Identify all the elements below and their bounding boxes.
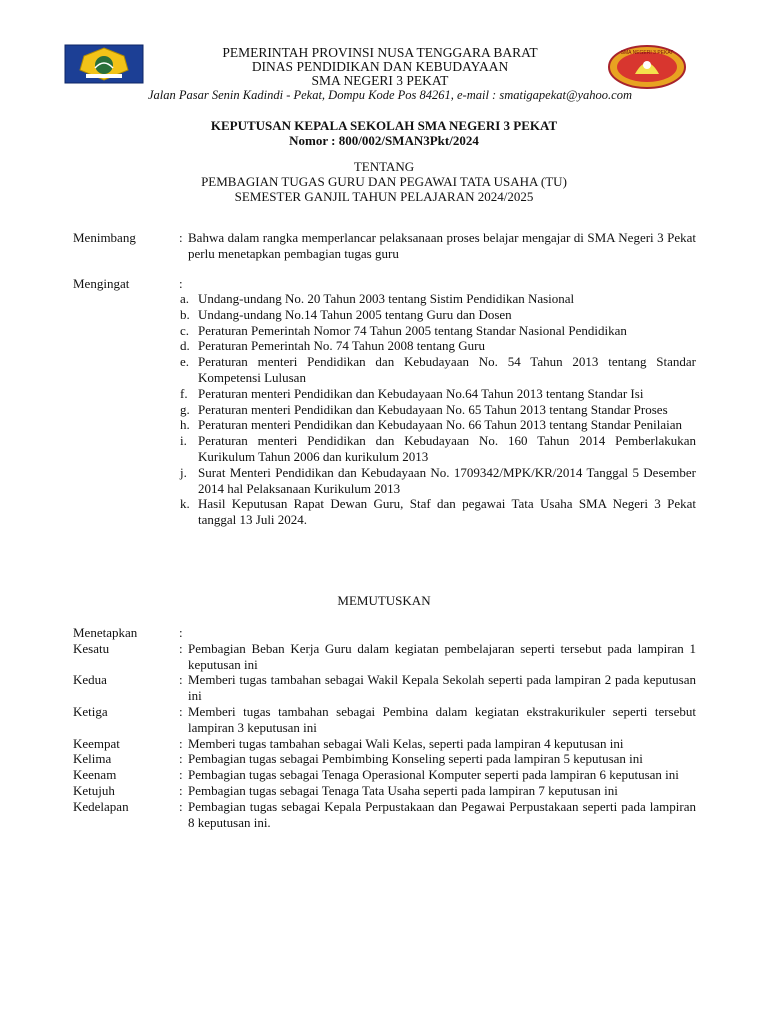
decision-colon: : bbox=[179, 640, 183, 656]
letterhead-line-3: SMA NEGERI 3 PEKAT bbox=[311, 73, 449, 88]
list-item bbox=[180, 386, 696, 402]
list-item-text: Peraturan menteri Pendidikan dan Kebudayaan No. 54 Tahun 2013 tentang Standar Kompetensi Lulusan bbox=[198, 354, 696, 385]
decision-row bbox=[73, 736, 696, 752]
decision-row bbox=[73, 625, 696, 641]
list-item-text: Hasil Keputusan Rapat Dewan Guru, Staf dan pegawai Tata Usaha SMA Negeri 3 Pekat tanggal 13 Juli 2024. bbox=[198, 496, 696, 528]
decision-text: Memberi tugas tambahan sebagai Pembina dalam kegiatan ekstrakurikuler seperti tersebut lampiran 3 keputusan ini bbox=[188, 703, 696, 735]
list-item bbox=[180, 338, 696, 354]
decision-row bbox=[73, 672, 696, 704]
list-item bbox=[180, 417, 696, 433]
letterhead-line-1: PEMERINTAH PROVINSI NUSA TENGGARA BARAT bbox=[222, 45, 538, 60]
list-item-text: Peraturan Pemerintah No. 74 Tahun 2008 tentang Guru bbox=[198, 338, 485, 354]
decision-colon: : bbox=[179, 672, 183, 688]
decree-number: Nomor : 800/002/SMAN3Pkt/2024 bbox=[289, 133, 479, 148]
decision-row bbox=[73, 783, 696, 799]
decision-text: Pembagian tugas sebagai Pembimbing Konseling seperti pada lampiran 5 keputusan ini bbox=[188, 751, 643, 767]
decision-colon: : bbox=[179, 798, 183, 814]
decision-label: Keenam bbox=[73, 767, 117, 783]
decision-label: Ketujuh bbox=[73, 782, 115, 798]
school-emblem-text: SMA NEGERI 3 PEKAT bbox=[620, 50, 674, 56]
decision-row bbox=[73, 704, 696, 736]
decision-text: Pembagian Beban Kerja Guru dalam kegiatan pembelajaran seperti tersebut pada lampiran 1 keputusan ini bbox=[188, 640, 696, 672]
decision-colon: : bbox=[179, 703, 183, 719]
decision-label: Menetapkan bbox=[73, 625, 138, 640]
list-item bbox=[180, 291, 696, 307]
decision-list bbox=[73, 625, 696, 830]
menimbang-colon: : bbox=[179, 230, 183, 245]
list-item-text: Peraturan menteri Pendidikan dan Kebudayaan No. 65 Tahun 2013 tentang Standar Proses bbox=[198, 401, 668, 417]
list-item-letter: b. bbox=[180, 306, 190, 322]
menimbang-text: Bahwa dalam rangka memperlancar pelaksanaan proses belajar mengajar di SMA Negeri 3 Pekat perlu menetapkan pembagian tugas guru bbox=[188, 230, 696, 261]
list-item-letter: e. bbox=[180, 354, 190, 370]
decision-label: Keempat bbox=[73, 735, 120, 751]
list-item-letter: i. bbox=[180, 433, 187, 449]
decree-title: KEPUTUSAN KEPALA SEKOLAH SMA NEGERI 3 PEKAT bbox=[210, 118, 558, 133]
decision-colon: : bbox=[179, 751, 183, 767]
list-item-letter: k. bbox=[180, 496, 190, 512]
list-item-text: Undang-undang No. 20 Tahun 2003 tentang Sistim Pendidikan Nasional bbox=[198, 291, 575, 306]
list-item-letter: a. bbox=[180, 291, 190, 306]
list-item-text: Surat Menteri Pendidikan dan Kebudayaan No. 1709342/MPK/KR/2014 Tanggal 5 Desember 2014 hal Pelaksanaan Kurikulum 2013 bbox=[198, 464, 696, 496]
list-item-letter: f. bbox=[180, 385, 188, 401]
decision-colon: : bbox=[179, 782, 183, 798]
list-item bbox=[180, 402, 696, 418]
subject-line-2: SEMESTER GANJIL TAHUN PELAJARAN 2024/2025 bbox=[234, 189, 534, 204]
mengingat-list bbox=[180, 291, 696, 528]
provincial-emblem-icon bbox=[64, 44, 144, 84]
decision-row bbox=[73, 641, 696, 673]
list-item-letter: d. bbox=[180, 338, 190, 354]
decision-label: Kelima bbox=[73, 751, 112, 767]
list-item bbox=[180, 307, 696, 323]
decision-row bbox=[73, 751, 696, 767]
decision-text: Memberi tugas tambahan sebagai Wali Kelas, seperti pada lampiran 4 keputusan ini bbox=[188, 735, 624, 751]
decision-colon: : bbox=[179, 625, 183, 640]
decision-colon: : bbox=[179, 735, 183, 751]
list-item bbox=[180, 465, 696, 497]
decision-label: Kedelapan bbox=[73, 798, 129, 814]
list-item-text: Peraturan menteri Pendidikan dan Kebudayaan No. 66 Tahun 2013 tentang Standar Penilaian bbox=[198, 417, 683, 433]
list-item bbox=[180, 354, 696, 386]
decision-row bbox=[73, 799, 696, 831]
decision-label: Kesatu bbox=[73, 640, 110, 656]
list-item bbox=[180, 323, 696, 339]
list-item-letter: j. bbox=[180, 464, 187, 480]
list-item-letter: h. bbox=[180, 417, 190, 433]
menimbang-label: Menimbang bbox=[73, 230, 136, 245]
list-item-text: Peraturan Pemerintah Nomor 74 Tahun 2005 tentang Standar Nasional Pendidikan bbox=[198, 322, 627, 338]
decision-row bbox=[73, 767, 696, 783]
list-item-text: Peraturan menteri Pendidikan dan Kebudayaan No. 160 Tahun 2014 Pemberlakukan Kurikulum Tahun 2006 dan kurikulum 2013 bbox=[198, 433, 696, 464]
list-item-text: Undang-undang No.14 Tahun 2005 tentang Guru dan Dosen bbox=[198, 306, 512, 322]
decision-colon: : bbox=[179, 767, 183, 783]
letterhead-line-2: DINAS PENDIDIKAN DAN KEBUDAYAAN bbox=[251, 59, 509, 74]
memutuskan-heading: MEMUTUSKAN bbox=[337, 593, 431, 608]
decision-label: Ketiga bbox=[73, 703, 108, 719]
list-item bbox=[180, 496, 696, 528]
school-emblem-icon bbox=[607, 44, 687, 90]
list-item-letter: c. bbox=[180, 322, 190, 338]
mengingat-colon: : bbox=[179, 276, 183, 291]
subject-heading: TENTANG bbox=[353, 159, 415, 174]
decision-text: Pembagian tugas sebagai Kepala Perpustakaan dan Pegawai Perpustakaan seperti pada lampiran 8 keputusan ini. bbox=[188, 798, 696, 830]
mengingat-label: Mengingat bbox=[73, 276, 130, 291]
list-item-letter: g. bbox=[180, 401, 190, 417]
decision-text: Memberi tugas tambahan sebagai Wakil Kepala Sekolah seperti pada lampiran 2 pada keputusan ini bbox=[188, 672, 696, 704]
decision-label: Kedua bbox=[73, 672, 107, 688]
letterhead-address: Jalan Pasar Senin Kadindi - Pekat, Dompu Kode Pos 84261, e-mail : smatigapekat@yahoo.com bbox=[148, 88, 632, 102]
list-item-text: Peraturan menteri Pendidikan dan Kebudayaan No.64 Tahun 2013 tentang Standar Isi bbox=[198, 385, 644, 401]
subject-line-1: PEMBAGIAN TUGAS GURU DAN PEGAWAI TATA USAHA (TU) bbox=[201, 174, 567, 189]
decision-text: Pembagian tugas sebagai Tenaga Tata Usaha seperti pada lampiran 7 keputusan ini bbox=[188, 782, 618, 798]
decision-text: Pembagian tugas sebagai Tenaga Operasional Komputer seperti pada lampiran 6 keputusan ini bbox=[188, 767, 679, 783]
list-item bbox=[180, 433, 696, 465]
